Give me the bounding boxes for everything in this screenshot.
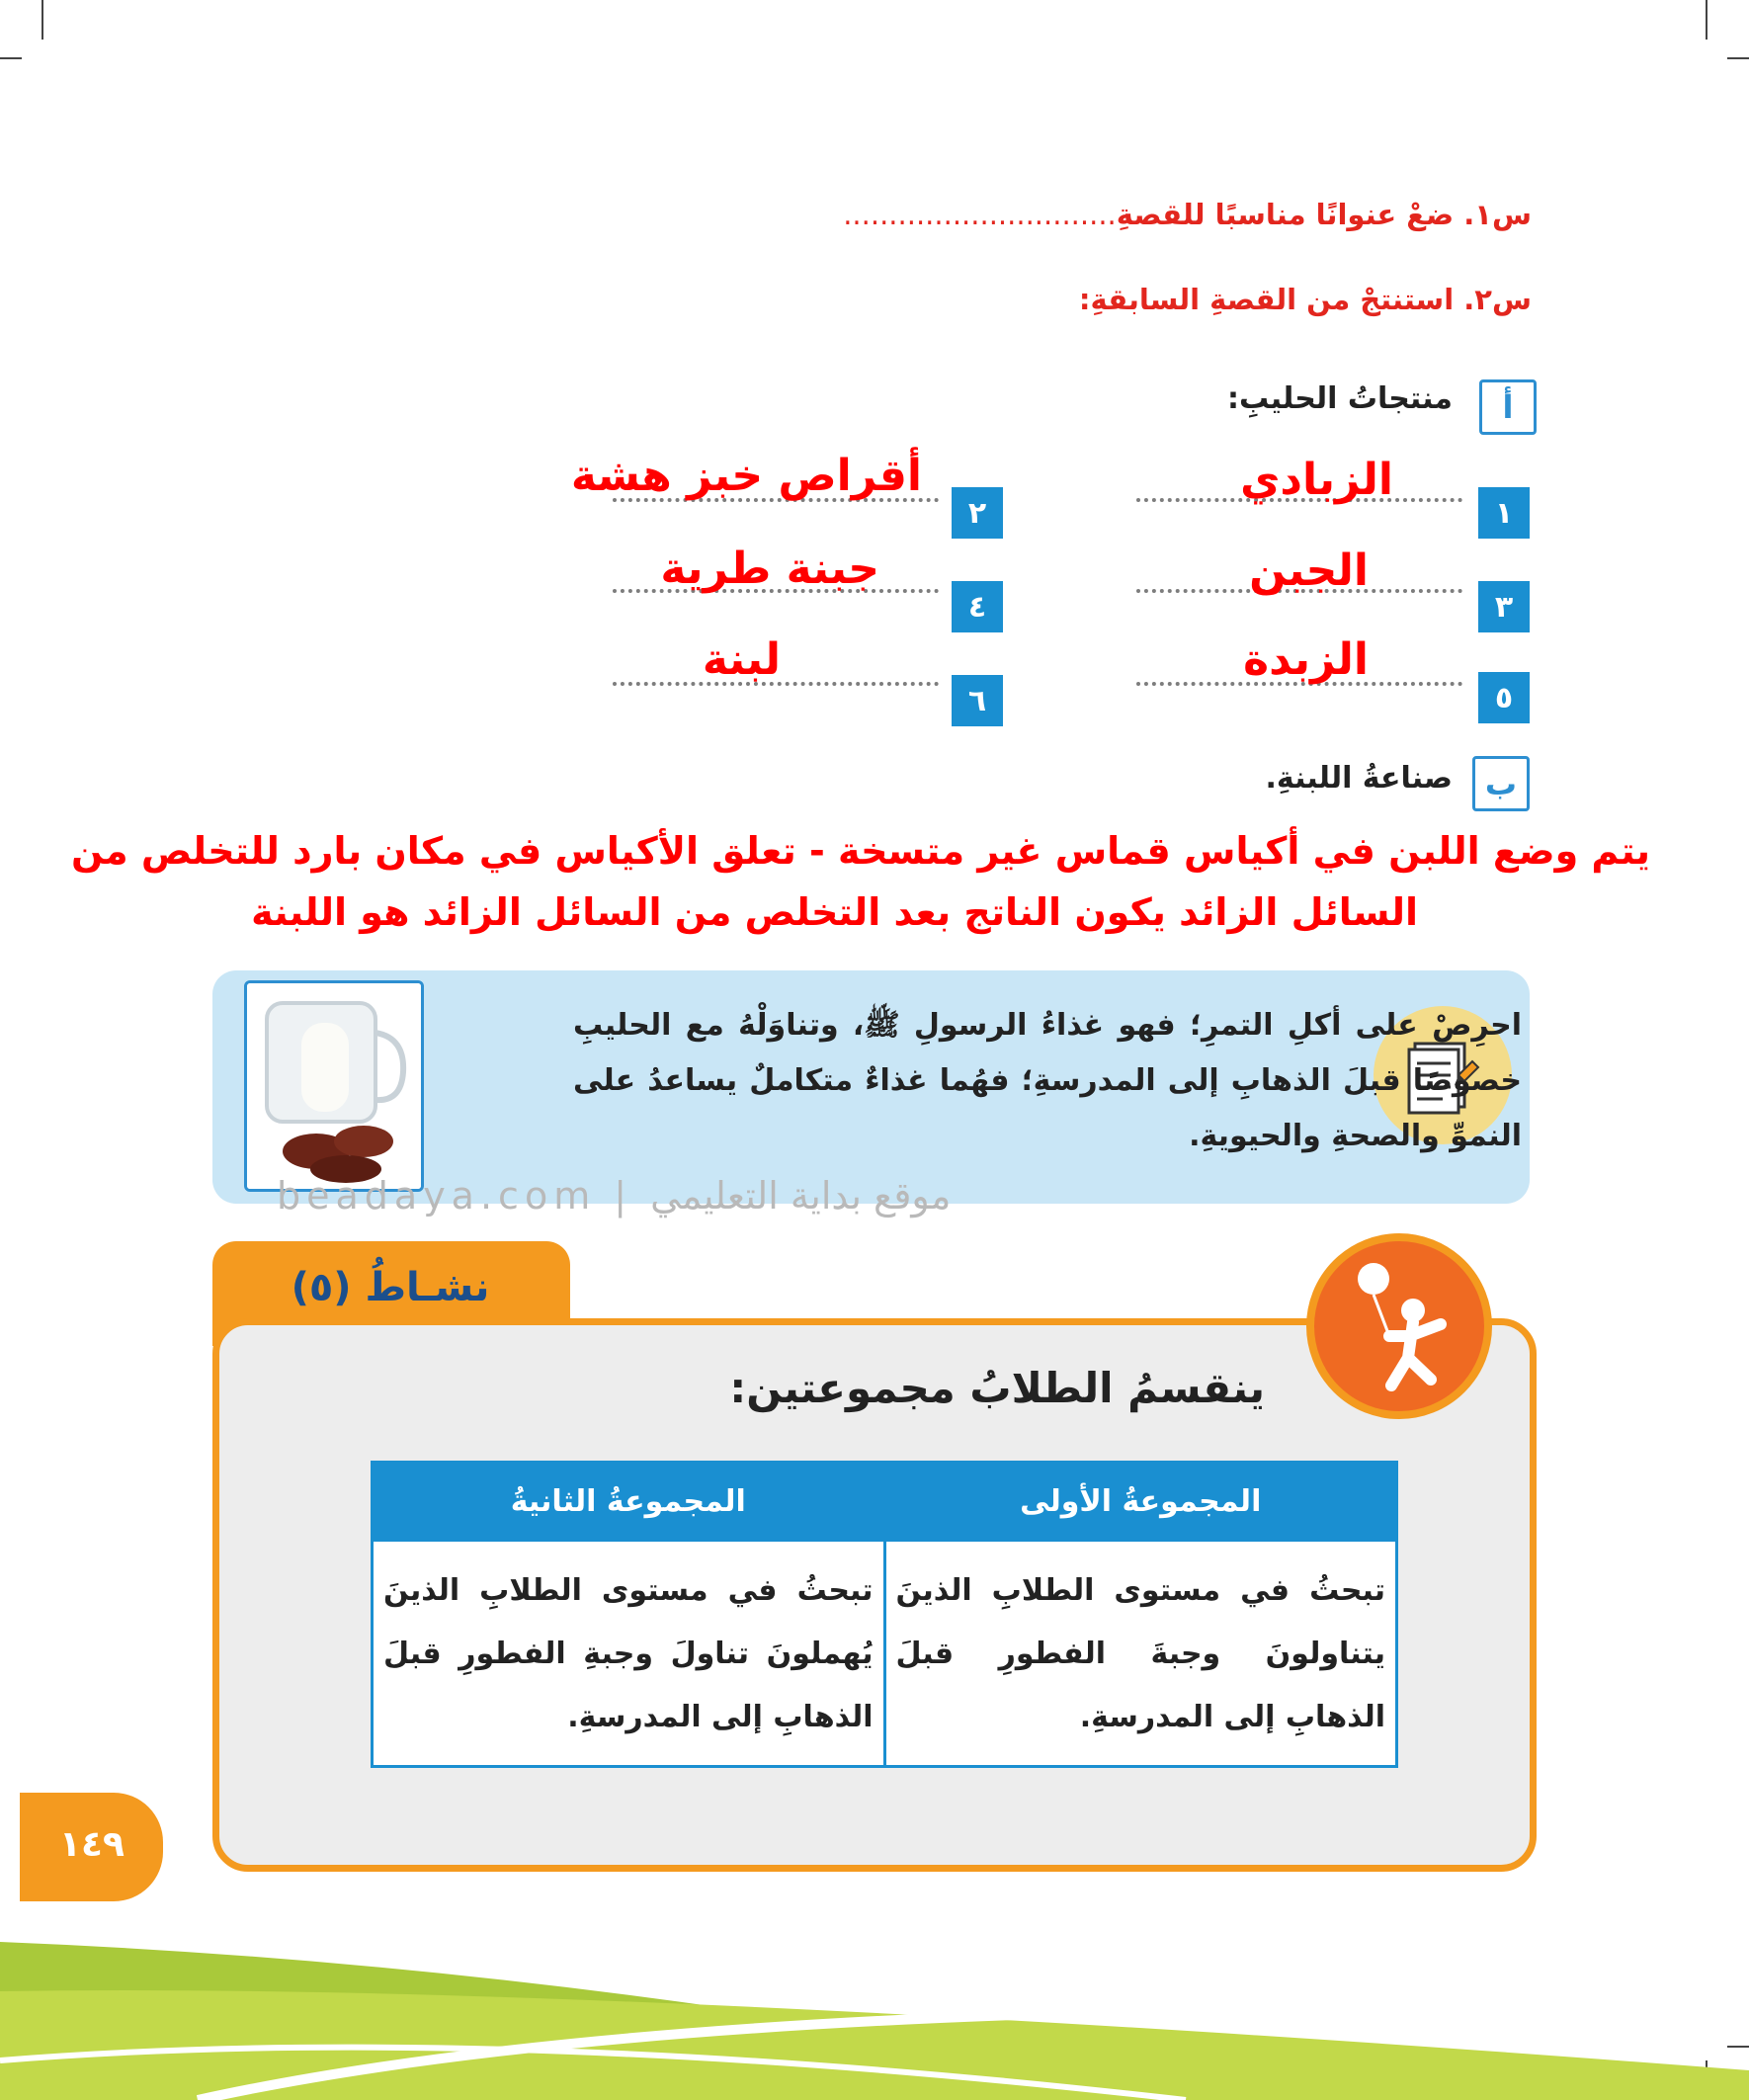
item-answer: لبنة	[702, 634, 781, 685]
answer-line-1: يتم وضع اللبن في أكياس قماس غير متسخة - تعلق الأكياس في مكان بارد للتخلص من	[70, 829, 1650, 873]
answer-line-2: السائل الزائد يكون الناتج بعد التخلص من السائل الزائد هو اللبنة	[251, 890, 1418, 934]
group-2-text: تبحثُ في مستوى الطلابِ الذينَ يُهملونَ تناولَ وجبةِ الفطورِ قبلَ الذهابِ إلى المدرسةِ.	[373, 1541, 885, 1767]
answer-paragraph	[70, 820, 1650, 943]
item-answer: أقراص خبز هشة	[570, 451, 922, 501]
watermark: beadaya.com | موقع بداية التعليمي	[277, 1174, 952, 1218]
group-1-text: تبحثُ في مستوى الطلابِ الذينَ يتناولونَ وجبةَ الفطورِ قبلَ الذهابِ إلى المدرسةِ.	[884, 1541, 1397, 1767]
section-b-letter: ب	[1472, 756, 1530, 811]
item-number: ٢	[952, 487, 1003, 539]
item-number: ٣	[1478, 581, 1530, 632]
group-1-header: المجموعةُ الأولى	[884, 1463, 1397, 1541]
item-answer: الجبن	[1249, 546, 1369, 596]
section-a-label: منتجاتُ الحليبِ:	[1227, 381, 1453, 416]
question-1	[843, 198, 1532, 231]
section-b-label: صناعةُ اللبنةِ.	[1265, 761, 1453, 796]
group-2-header: المجموعةُ الثانيةُ	[373, 1463, 885, 1541]
child-balloon-icon	[1306, 1233, 1492, 1419]
item-answer: الزبادي	[1240, 455, 1393, 505]
question-2: س٢. استنتجْ من القصةِ السابقةِ:	[1078, 283, 1532, 316]
activity-heading: ينقسمُ الطلابُ مجموعتين:	[729, 1364, 1265, 1412]
question-1-dots: ..............................	[843, 198, 1117, 231]
item-answer: جبنة طرية	[660, 544, 879, 594]
milk-dates-photo	[244, 980, 424, 1192]
crop-mark	[0, 57, 22, 59]
crop-mark	[1727, 57, 1749, 59]
item-number: ٤	[952, 581, 1003, 632]
page-number: ١٤٩	[59, 1824, 125, 1865]
activity-title: نشـاطُ (٥)	[291, 1265, 490, 1310]
item-number: ٥	[1478, 672, 1530, 723]
groups-table	[371, 1461, 1398, 1768]
question-1-text: س١. ضعْ عنوانًا مناسبًا للقصةِ	[1116, 198, 1532, 231]
item-number: ١	[1478, 487, 1530, 539]
item-answer: الزبدة	[1243, 634, 1369, 685]
table-row	[373, 1541, 1397, 1767]
tip-text: احرِصْ على أكلِ التمرِ؛ فهو غذاءُ الرسولِ ﷺ، وتناوَلْهُ مع الحليبِ خصوصًا قبلَ الذهابِ إلى المدرسةِ؛ فهُما غذاءٌ متكاملٌ يساعدُ على النموِّ والصحةِ والحيويةِ.	[573, 1008, 1522, 1153]
item-number: ٦	[952, 675, 1003, 726]
crop-mark	[42, 0, 43, 40]
bottom-swoosh-decoration	[0, 1902, 1749, 2100]
section-a-letter: أ	[1479, 379, 1537, 435]
table-header-row	[373, 1463, 1397, 1541]
crop-mark	[1706, 0, 1707, 40]
